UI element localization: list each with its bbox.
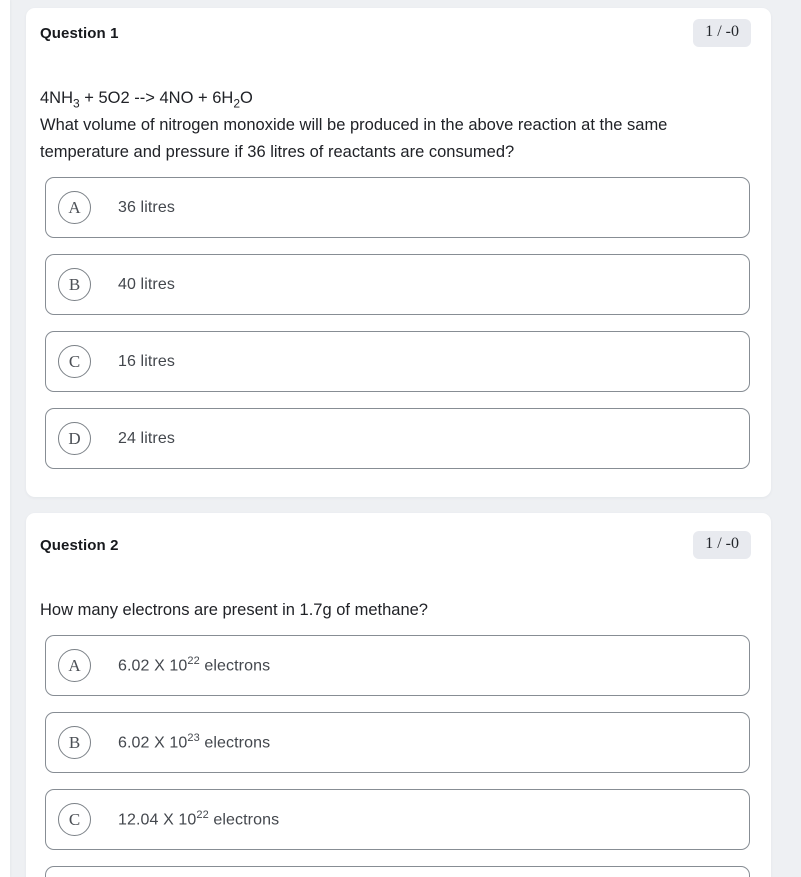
question-2-options (45, 635, 750, 877)
q1-option-b[interactable] (45, 254, 750, 315)
question-text: What volume of nitrogen monoxide will be produced in the above reaction at the same temperature and pressure if 36 litres of reactants are consumed? (40, 116, 668, 161)
option-label: 6.02 X $10^{22}$ electrons (118, 655, 271, 675)
option-letter: A (58, 191, 91, 224)
question-2-card (26, 513, 771, 877)
question-1-options (45, 177, 750, 469)
question-1-header (40, 8, 751, 47)
q2-option-b[interactable] (45, 712, 750, 773)
q2-option-a[interactable] (45, 635, 750, 696)
marks-badge: 1 / -0 (693, 19, 751, 47)
question-1-card (26, 8, 771, 497)
question-1-body (40, 85, 751, 166)
option-letter: B (58, 268, 91, 301)
q1-option-c[interactable] (45, 331, 750, 392)
option-letter: C (58, 345, 91, 378)
option-label: 24 litres (118, 429, 175, 447)
chemical-equation: $4NH_3 + 5O2$ --> $4NO + 6H_2O$ (40, 89, 253, 111)
q2-option-c[interactable] (45, 789, 750, 850)
page-left-gutter (0, 0, 10, 877)
marks-badge: 1 / -0 (693, 531, 751, 559)
q2-option-d-partial[interactable] (45, 866, 750, 877)
option-label: 36 litres (118, 198, 175, 216)
question-list (26, 8, 771, 877)
question-2-header (40, 513, 751, 559)
option-letter: A (58, 649, 91, 682)
question-title: Question 2 (40, 536, 119, 554)
question-text: How many electrons are present in 1.7g of methane? (40, 601, 428, 619)
option-label: 16 litres (118, 352, 175, 370)
question-2-body (40, 597, 751, 624)
question-title: Question 1 (40, 24, 119, 42)
option-letter: D (58, 422, 91, 455)
option-label: 6.02 X $10^{23}$ electrons (118, 732, 271, 752)
q1-option-a[interactable] (45, 177, 750, 238)
option-label: 40 litres (118, 275, 175, 293)
option-letter: C (58, 803, 91, 836)
q1-option-d[interactable] (45, 408, 750, 469)
option-letter: B (58, 726, 91, 759)
option-label: 12.04 X $10^{22}$ electrons (118, 809, 280, 829)
